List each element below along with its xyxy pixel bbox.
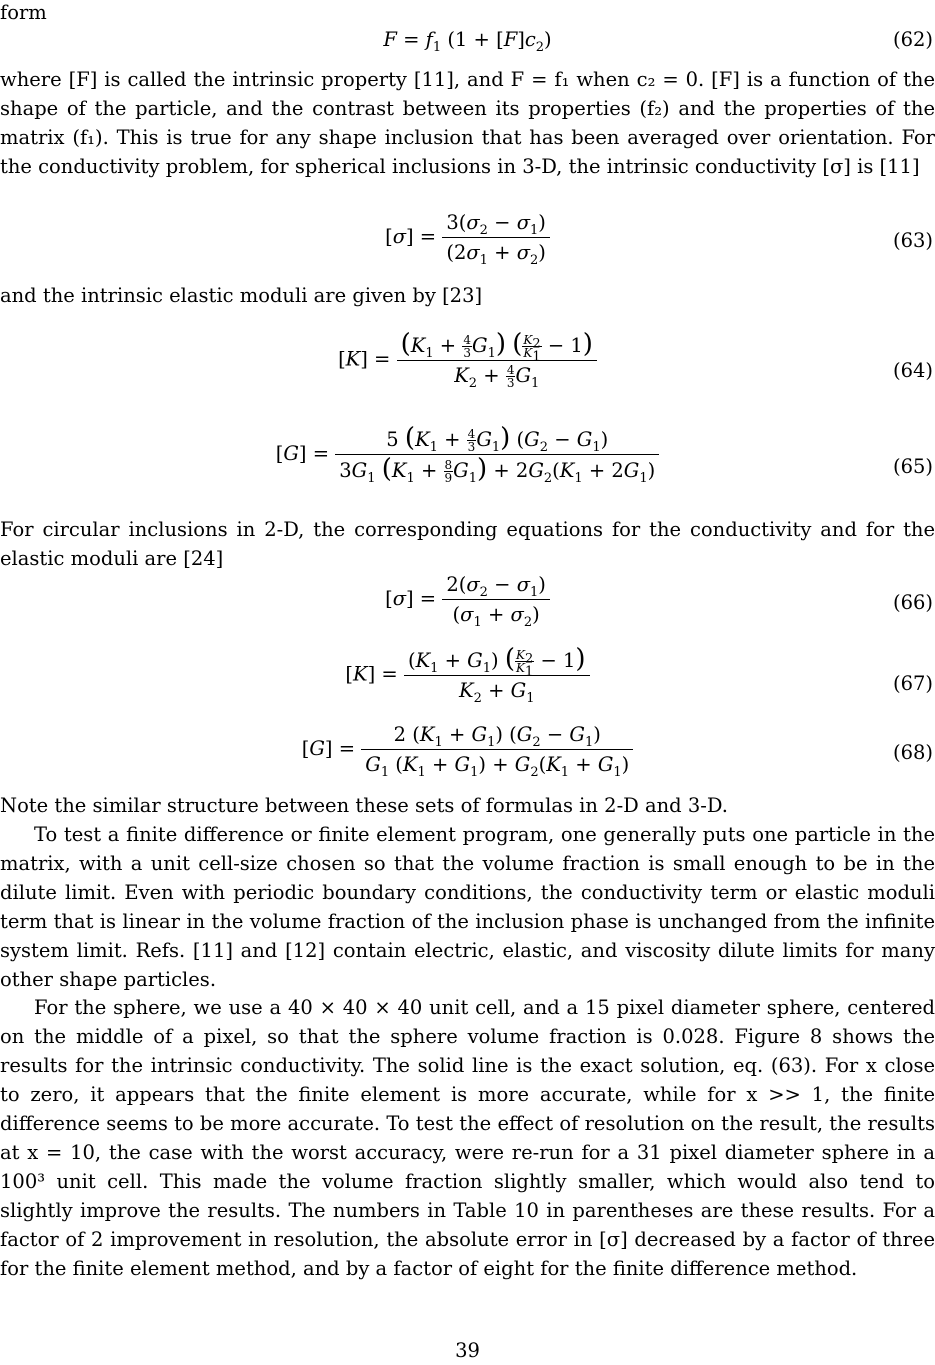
paragraph-intrinsic-property: where [F] is called the intrinsic property [11], and F = f₁ when c₂ = 0. [F] is a function of the shape of the particle, and the contrast between its properties (f₂) and the properties of the matrix (f₁). This is true for any shape inclusion that has been averaged over orientation. For the conductivity problem, for spherical inclusions in 3-D, the intrinsic conductivity [σ] is [11]	[0, 68, 935, 178]
equation-67	[0, 645, 935, 717]
equation-63	[0, 208, 935, 272]
equation-64	[0, 330, 935, 410]
paragraph-sphere-results: For the sphere, we use a 40 × 40 × 40 unit cell, and a 15 pixel diameter sphere, centered on the middle of a pixel, so that the sphere volume fraction is 0.028. Figure 8 shows the results for the intrinsic conductivity. The solid line is the exact solution, eq. (63). For x close to zero, it appears that the finite element is more accurate, while for x >> 1, the finite difference seems to be more accurate. To test the effect of resolution on the result, the results at x = 10, the case with the worst accuracy, were re-run for a 31 pixel diameter sphere in a 100³ unit cell. This made the volume fraction slightly smaller, which would also tend to slightly improve the results. The numbers in Table 10 in parentheses are these results. For a factor of 2 improvement in resolution, the absolute error in [σ] decreased by a factor of three for the finite element method, and by a factor of eight for the finite difference method.	[0, 996, 935, 1280]
equation-65	[0, 424, 935, 506]
equation-number: (62)	[892, 28, 933, 51]
equation-66	[0, 570, 935, 634]
paragraph-finite-difference-test: To test a finite difference or finite element program, one generally puts one particle in the matrix, with a unit cell-size chosen so that the volume fraction is small enough to be in the dilute limit. Even with periodic boundary conditions, the conductivity term or elastic moduli term that is linear in the volume fraction of the inclusion phase is unchanged from the infinite system limit. Refs. [11] and [12] contain electric, elastic, and viscosity dilute limits for many other shape particles.	[0, 823, 935, 991]
equation-63-body: [σ] = $\frac{3(\sigma_2 - \sigma_1)}{(2\sigma_1 + \sigma_2)}$	[0, 208, 935, 267]
paragraph-circular-inclusions: For circular inclusions in 2-D, the corresponding equations for the conductivity and for the elastic moduli are [24]	[0, 518, 935, 570]
equation-number: (64)	[892, 359, 933, 382]
equation-number: (67)	[892, 672, 933, 695]
equation-68-body: [G] = $\frac{2 (K_1 + G_1) (G_2 - G_1)}{G_1 (K_1 + G_1) + G_2(K_1 + G_1)}$	[0, 720, 935, 779]
equation-number: (68)	[892, 741, 933, 764]
equation-62-body: $F = f_1$ $(1 + [F]c_2)$	[383, 28, 552, 55]
equation-68	[0, 720, 935, 786]
equation-number: (63)	[892, 229, 933, 252]
equation-number: (65)	[892, 455, 933, 478]
page-number: 39	[455, 1339, 480, 1362]
equation-64-body: [K] = ($K_1$ + $\frac{4}{3}$ $G_1$) ( $\frac{K_2}{K_1}$ − 1) $K_2$ + $\frac{4}{3}$ $G_1$	[0, 330, 935, 390]
paragraph-elastic-moduli: and the intrinsic elastic moduli are given by [23]	[0, 284, 483, 307]
equation-67-body: [K] = $(K_1 + G_1)$ ( $\frac{K_2}{K_1}$ − 1) $K_2 + G_1$	[0, 645, 935, 705]
paragraph-similar-structure: Note the similar structure between these sets of formulas in 2-D and 3-D.	[0, 794, 728, 817]
equation-number: (66)	[892, 591, 933, 614]
equation-66-body: [σ] = $\frac{2(\sigma_2 - \sigma_1)}{(\sigma_1 + \sigma_2)}$	[0, 570, 935, 629]
lead-line: form	[0, 1, 47, 24]
equation-65-body: [G] = 5 ($K_1$ + $\frac{4}{3}$ $G_1$) $(G_2 - G_1)$ $3G_1$ ($K_1$ + $\frac{8}{9}$ $G_1) + 2G_2(K_1 + 2G_1)$	[0, 424, 935, 485]
